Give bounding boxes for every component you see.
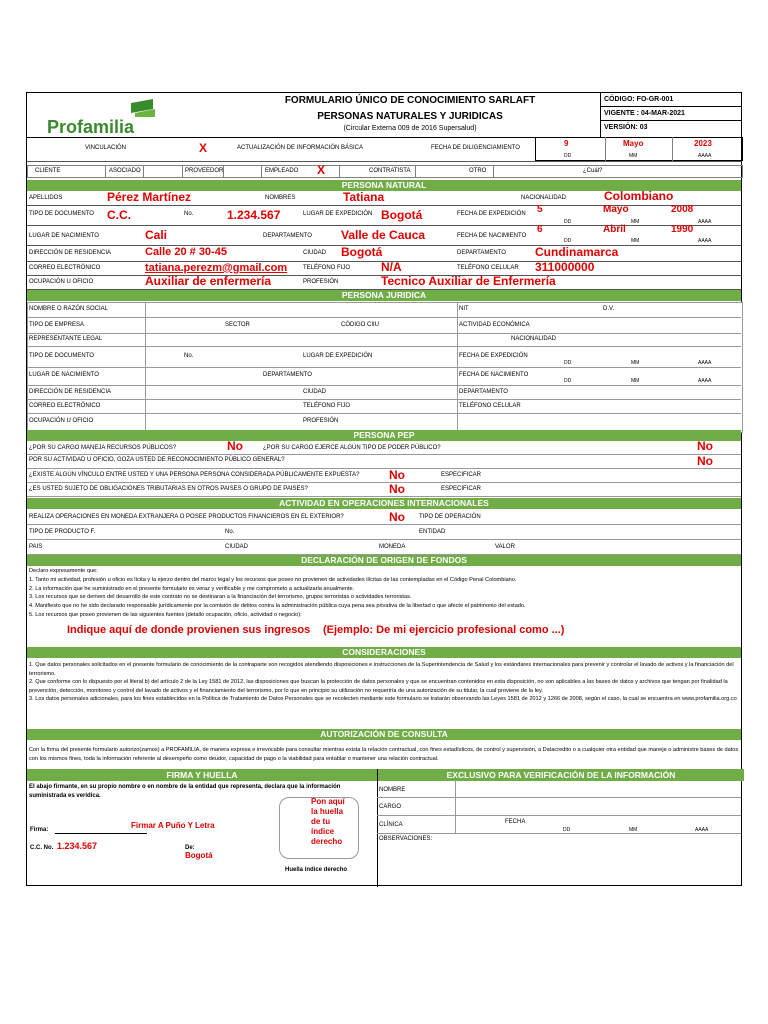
depto-j-label: DEPARTAMENTO bbox=[263, 372, 312, 378]
version: VERSIÓN: 03 bbox=[604, 124, 648, 131]
departamento-value[interactable]: Valle de Cauca bbox=[341, 228, 426, 242]
no-int-label: No. bbox=[225, 529, 235, 535]
vinculacion-mark[interactable]: X bbox=[199, 141, 208, 155]
pep-q4: ¿EXISTE ALGÚN VÍNCULO ENTRE USTED Y UNA PERSONA PERSONA CONSIDERADA PÚBLICAMENTE EXPUESTA? bbox=[29, 472, 360, 478]
origen-ejemplo: (Ejemplo: De mi ejercicio profesional como ...) bbox=[323, 624, 565, 636]
origen-line-1: 1. Tanto mi actividad, profesión u oficio es lícita y la ejerzo dentro del marco legal y los recursos que poseo no provienen de actividades ilícitas de las contempladas en el Código Penal Colombiano. bbox=[29, 576, 517, 583]
dd-label: DD bbox=[564, 238, 572, 244]
telefono-fijo-label: TELÉFONO FIJO bbox=[303, 265, 351, 271]
fecha-nacimiento-label: FECHA DE NACIMIENTO bbox=[457, 233, 527, 239]
telefono-celular-value[interactable]: 311000000 bbox=[535, 260, 595, 274]
pep-q5: ¿ES USTED SUJETO DE OBLIGACIONES TRIBUTARIAS EN OTROS PAISES O GRUPO DE PAISES? bbox=[29, 486, 308, 492]
verif-clinica-label: CLÍNICA bbox=[379, 822, 403, 828]
direccion-value[interactable]: Calle 20 # 30-45 bbox=[145, 246, 227, 258]
aaaa-label: AAAA bbox=[698, 238, 712, 244]
cc-value[interactable]: 1.234.567 bbox=[57, 841, 98, 851]
profesion-label: PROFESIÓN bbox=[303, 279, 339, 285]
departamento2-value[interactable]: Cundinamarca bbox=[535, 245, 619, 259]
dd-label: DD bbox=[564, 219, 572, 225]
cliente-label: CLIENTE bbox=[35, 168, 61, 174]
moneda-label: MONEDA bbox=[379, 544, 406, 550]
de-label: De: bbox=[185, 845, 195, 851]
mm-label: MM bbox=[631, 360, 640, 366]
numero-documento-value[interactable]: 1.234.567 bbox=[227, 208, 281, 222]
fecha-anio[interactable]: 2023 bbox=[694, 139, 712, 148]
autorizacion-text: Con la firma del presente formulario autorizo(zamos) a PROFAMILIA, de manera expresa e irrevocable para consultar mientras exista la relación contractual, con fines estadísticos, de control y supervisión, a Datacredito o a cualquier otra entidad que maneje o administre bases de datos con los mismos fines, toda la información referente al desempeño como deudor, capacidad de pago o la viabilidad para entablar o mantener una relación contractual. bbox=[29, 747, 739, 762]
verificacion-header: EXCLUSIVO PARA VERIFICACIÓN DE LA INFORMACIÓN bbox=[377, 769, 744, 781]
huella-note: Pon aquí la huella de tu índice derecho bbox=[311, 797, 345, 846]
mm-label: MM bbox=[631, 238, 640, 244]
autorizacion-header: AUTORIZACIÓN DE CONSULTA bbox=[27, 729, 741, 740]
lugar-nac-j-label: LUGAR DE NACIMIENTO bbox=[29, 372, 99, 378]
origen-indique[interactable]: Indique aquí de donde provienen sus ingresos bbox=[67, 624, 311, 636]
dd-label: DD bbox=[564, 153, 572, 159]
dd-label: DD bbox=[564, 378, 572, 384]
nacionalidad-label: NACIONALIDAD bbox=[521, 195, 567, 201]
fecha-mes[interactable]: Mayo bbox=[623, 139, 644, 148]
pep-a1[interactable]: No bbox=[227, 439, 243, 453]
cc-label: C.C. No. bbox=[30, 845, 54, 851]
firma-label: Firma: bbox=[30, 827, 49, 833]
nombres-value[interactable]: Tatiana bbox=[343, 190, 385, 204]
empleado-label: EMPLEADO bbox=[265, 168, 299, 174]
asociado-label: ASOCIADO bbox=[109, 168, 141, 174]
firma-huella-header: FIRMA Y HUELLA bbox=[27, 769, 377, 781]
persona-juridica-header: PERSONA JURIDICA bbox=[27, 290, 741, 301]
origen-line-2: 2. La información que he suministrado en el presente formulario es veraz y verificable y me comprometo a actualizarla anualmente. bbox=[29, 585, 355, 592]
celular-j-label: TELÉFONO CELULAR bbox=[459, 403, 521, 409]
tipo-operacion-label: TIPO DE OPERACIÓN bbox=[419, 514, 481, 520]
nacionalidad-j-label: NACIONALIDAD bbox=[511, 336, 557, 342]
persona-natural-header: PERSONA NATURAL bbox=[27, 180, 741, 191]
empleado-mark[interactable]: X bbox=[317, 163, 326, 177]
de-value[interactable]: Bogotá bbox=[185, 851, 213, 860]
ocupacion-label: OCUPACIÓN U OFICIO bbox=[29, 279, 94, 285]
verif-observaciones-label: OBSERVACIONES: bbox=[379, 836, 433, 842]
form-subtitle: PERSONAS NATURALES Y JURIDICAS bbox=[317, 111, 503, 122]
pep-a5[interactable]: No bbox=[389, 482, 405, 496]
codigo: CÓDIGO: FO-GR-001 bbox=[601, 93, 742, 107]
sector-label: SECTOR bbox=[225, 322, 250, 328]
ocupacion-value[interactable]: Auxiliar de enfermería bbox=[145, 274, 272, 288]
firma-value[interactable]: Firmar A Puño Y Letra bbox=[131, 821, 215, 830]
pep-q2: ¿POR SU CARGO EJERCE ALGÚN TIPO DE PODER PÚBLICO? bbox=[263, 445, 441, 451]
consideracion-3: 3. Los datos personales adicionales, para los fines establecidos en la Política de Tratamiento de Datos Personales que se recolecten mediante este formulario se tratarán observando las Leyes 1581 de 2012 y 1266 de 2008, según el caso, la cual se encuentra en www.profamilia.org.co bbox=[29, 696, 737, 703]
mm-label: MM bbox=[631, 378, 640, 384]
ciudad-value[interactable]: Bogotá bbox=[341, 245, 383, 259]
cual-label: ¿Cuál? bbox=[583, 168, 603, 174]
pep-a2[interactable]: No bbox=[697, 439, 713, 453]
fecha-dia[interactable]: 9 bbox=[564, 139, 569, 148]
form-title: FORMULARIO ÚNICO DE CONOCIMIENTO SARLAFT bbox=[284, 95, 536, 106]
origen-line-0: Declaro expresamente que: bbox=[29, 568, 98, 574]
aaaa-label: AAAA bbox=[698, 219, 712, 225]
telefono-celular-label: TELÉFONO CELULAR bbox=[457, 265, 519, 271]
exp-anio[interactable]: 2008 bbox=[671, 204, 694, 215]
internacional-q: REALIZA OPERACIONES EN MONEDA EXTRANJERA O POSEE PRODUCTOS FINANCIEROS EN EL EXTERIOR? bbox=[29, 514, 344, 520]
ciudad-j-label: CIUDAD bbox=[303, 389, 327, 395]
apellidos-label: APELLIDOS bbox=[29, 195, 63, 201]
aaaa-label: AAAA bbox=[698, 360, 712, 366]
lugar-expedicion-label: LUGAR DE EXPEDICIÓN bbox=[303, 211, 373, 217]
actualizacion-label: ACTUALIZACIÓN DE INFORMACIÓN BÁSICA bbox=[237, 145, 364, 151]
exp-dia[interactable]: 5 bbox=[537, 204, 543, 215]
direccion-j-label: DIRECCIÓN DE RESIDENCIA bbox=[29, 389, 112, 395]
nombres-label: NOMBRES bbox=[265, 195, 296, 201]
origen-line-4: 4. Manifiesto que no he sido declarado responsable jurídicamente por la comisión de delitos contra la administración pública cuya pena sea privativa de la libertad o que afecte el patrimonio del estado. bbox=[29, 603, 526, 610]
verif-fecha-label: FECHA bbox=[505, 819, 526, 825]
tipo-producto-label: TIPO DE PRODUCTO F. bbox=[29, 529, 96, 535]
proveedor-label: PROVEEDOR bbox=[185, 168, 224, 174]
pais-label: PAIS bbox=[29, 544, 43, 550]
telefono-fijo-value[interactable]: N/A bbox=[381, 260, 402, 274]
form-circular: (Circular Externa 009 de 2016 Supersalud) bbox=[343, 125, 477, 132]
mm-label: MM bbox=[629, 153, 638, 159]
mm-label: MM bbox=[631, 219, 640, 225]
vinculacion-label: VINCULACIÓN bbox=[85, 145, 127, 151]
lugar-expedicion-value[interactable]: Bogotá bbox=[381, 208, 423, 222]
logo-text: Profamilia bbox=[47, 117, 135, 137]
departamento2-label: DEPARTAMENTO bbox=[457, 250, 506, 256]
fecha-nac-j-label: FECHA DE NACIMIENTO bbox=[459, 372, 529, 378]
fecha-expedicion-label: FECHA DE EXPEDICIÓN bbox=[457, 211, 526, 217]
lugar-nacimiento-label: LUGAR DE NACIMIENTO bbox=[29, 233, 99, 239]
nacionalidad-value[interactable]: Colombiano bbox=[604, 189, 674, 203]
ocupacion-j-label: OCUPACIÓN U OFICIO bbox=[29, 418, 94, 424]
no-j-label: No. bbox=[184, 353, 194, 359]
nac-mes[interactable]: Abril bbox=[603, 224, 626, 235]
pep-q3: POR SU ACTIVIDAD U OFICIO, GOZA USTED DE RECONOCIMIENTO PÚBLICO GENERAL? bbox=[29, 457, 285, 463]
no-label: No. bbox=[184, 211, 194, 217]
profesion-j-label: PROFESIÓN bbox=[303, 418, 339, 424]
persona-pep-header: PERSONA PEP bbox=[27, 430, 741, 441]
correo-label: CORREO ELECTRÓNICO bbox=[29, 265, 101, 271]
origen-fondos-header: DECLARACIÓN DE ORIGEN DE FONDOS bbox=[27, 555, 741, 566]
otro-label: OTRO bbox=[469, 168, 487, 174]
verif-mm: MM bbox=[629, 827, 638, 833]
pep-a3[interactable]: No bbox=[697, 454, 713, 468]
logo-mark-icon bbox=[129, 99, 159, 117]
ciudad-int-label: CIUDAD bbox=[225, 544, 249, 550]
verif-dd: DD bbox=[563, 827, 571, 833]
nac-anio[interactable]: 1990 bbox=[671, 224, 694, 235]
fecha-exp-j-label: FECHA DE EXPEDICIÓN bbox=[459, 353, 528, 359]
pep-especificar-2: ESPECIFICAR bbox=[441, 486, 482, 492]
apellidos-value[interactable]: Pérez Martínez bbox=[107, 190, 192, 204]
consideracion-1: 1. Que datos personales solicitados en el presente formulario de conocimiento de la contraparte son recogidos atendiendo disposiciones e instrucciones de la Superintendencia de Salud y los estándares internacionales para prevenir y controlar el lavado de activos y la financiación del terrorismo. bbox=[29, 662, 734, 677]
tipo-doc-j-label: TIPO DE DOCUMENTO bbox=[29, 353, 94, 359]
codigo-ciiu-label: CÓDIGO CIIU bbox=[341, 322, 380, 328]
departamento-label: DEPARTAMENTO bbox=[263, 233, 312, 239]
correo-value[interactable]: tatiana.perezm@gmail.com bbox=[145, 262, 288, 274]
dd-label: DD bbox=[564, 360, 572, 366]
origen-line-3: 3. Los recursos que se deriven del desarrollo de este contrato no se destinaran a la financiación del terrorismo, grupos terroristas o actividades terroristas. bbox=[29, 594, 412, 601]
verif-nombre-label: NOMBRE bbox=[379, 787, 406, 793]
internacional-a[interactable]: No bbox=[389, 510, 405, 524]
valor-label: VALOR bbox=[495, 544, 515, 550]
origen-line-5: 5. Los recursos que poseo provienen de las siguientes fuentes (detallo ocupación, oficio, actividad o negocio): bbox=[29, 611, 302, 618]
nit-label: NIT bbox=[459, 306, 469, 312]
firma-text: El abajo firmante, en su propio nombre o en nombre de la entidad que representa, declara que la información suministrada es verídica. bbox=[29, 784, 341, 799]
lugar-nacimiento-value[interactable]: Cali bbox=[145, 228, 168, 242]
consideracion-2: 2. Que conforme con lo dispuesto por el literal b) del artículo 2 de la Ley 1581 de 2012, las disposiciones que buscan la protección de datos personales y que se encuentran contenidos en esta disposición, no son aplicables a las bases de datos y archivos que tengan por finalidad la prevención, detección, monitoreo y control del lavado de activos y el financiamiento del terrorismo, por lo que en principio su utilización no requeriría de una autorización de su titular, la cual proviene de la ley. bbox=[29, 679, 728, 694]
tipo-empresa-label: TIPO DE EMPRESA bbox=[29, 322, 85, 328]
depto2-j-label: DEPARTAMENTO bbox=[459, 389, 508, 395]
pep-especificar-1: ESPECIFICAR bbox=[441, 472, 482, 478]
logo bbox=[45, 99, 165, 139]
profesion-value[interactable]: Tecnico Auxiliar de Enfermería bbox=[381, 274, 556, 288]
nac-dia[interactable]: 6 bbox=[537, 224, 543, 235]
representante-label: REPRESENTANTE LEGAL bbox=[29, 336, 103, 342]
huella-label: Huella índice derecho bbox=[285, 867, 348, 873]
razon-social-label: NOMBRE O RAZÓN SOCIAL bbox=[29, 306, 109, 312]
actividad-economica-label: ACTIVIDAD ECONÓMICA bbox=[459, 322, 530, 328]
consideraciones-header: CONSIDERACIONES bbox=[27, 647, 741, 658]
pep-a4[interactable]: No bbox=[389, 468, 405, 482]
aaaa-label: AAAA bbox=[698, 378, 712, 384]
tipo-documento-value[interactable]: C.C. bbox=[107, 208, 131, 222]
form-frame bbox=[26, 92, 742, 886]
vigente: VIGENTE : 04-MAR-2021 bbox=[601, 107, 742, 121]
lugar-exp-j-label: LUGAR DE EXPEDICIÓN bbox=[303, 353, 373, 359]
pep-q1: ¿POR SU CARGO MANEJA RECURSOS PÚBLICOS? bbox=[29, 445, 177, 451]
exp-mes[interactable]: Mayo bbox=[603, 204, 629, 215]
entidad-label: ENTIDAD bbox=[419, 529, 446, 535]
verif-cargo-label: CARGO bbox=[379, 804, 402, 810]
direccion-label: DIRECCIÓN DE RESIDENCIA bbox=[29, 250, 112, 256]
ciudad-label: CIUDAD bbox=[303, 250, 327, 256]
tel-fijo-j-label: TELÉFONO FIJO bbox=[303, 403, 351, 409]
tipo-documento-label: TIPO DE DOCUMENTO bbox=[29, 211, 94, 217]
aaaa-label: AAAA bbox=[698, 153, 712, 159]
correo-j-label: CORREO ELECTRÓNICO bbox=[29, 403, 101, 409]
verif-aaaa: AAAA bbox=[695, 827, 709, 833]
contratista-label: CONTRATISTA bbox=[369, 168, 411, 174]
operaciones-internacionales-header: ACTIVIDAD EN OPERACIONES INTERNACIONALES bbox=[27, 498, 741, 509]
dv-label: D.V. bbox=[603, 306, 615, 312]
fecha-diligenciamiento-label: FECHA DE DILIGENCIAMIENTO bbox=[431, 145, 520, 151]
